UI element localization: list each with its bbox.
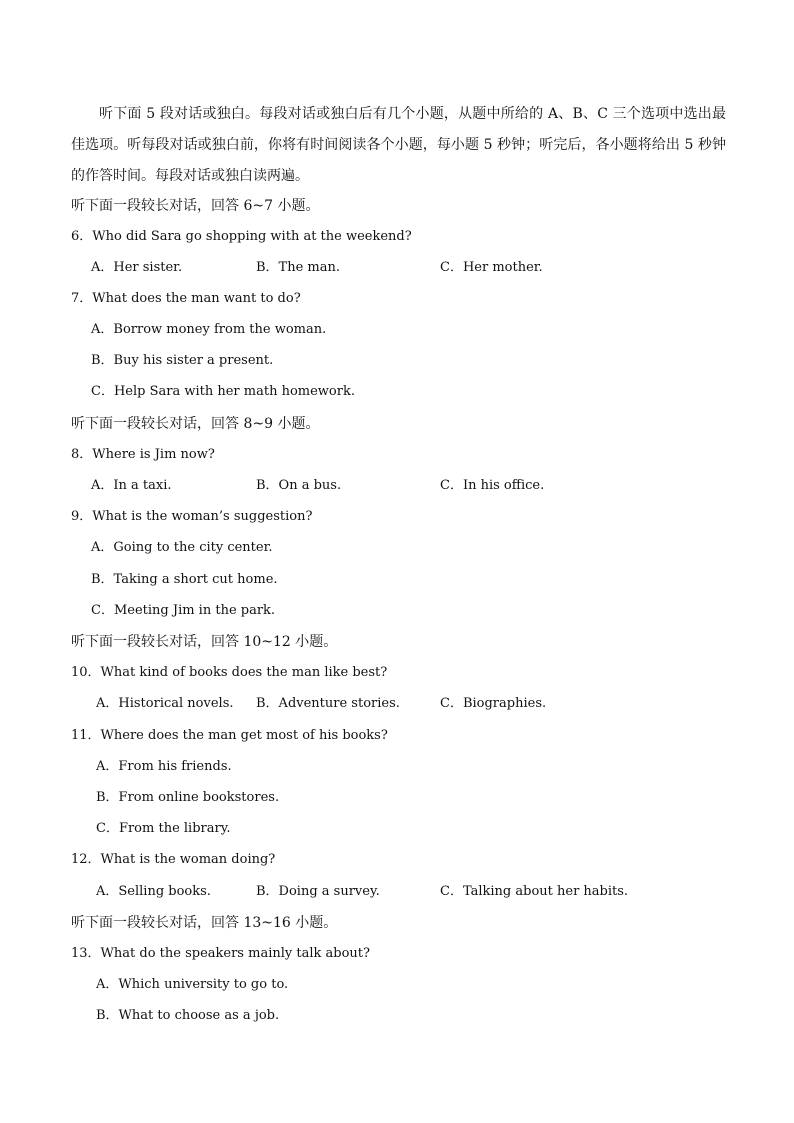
section-heading: 听下面一段较长对话，回答 13~16 小题。: [71, 915, 338, 931]
question-11-option-c[interactable]: C．From the library.: [96, 821, 231, 836]
question-6-stem: 6．Who did Sara go shopping with at the weekend?: [71, 229, 412, 244]
question-10-option-b[interactable]: B．Adventure stories.: [256, 696, 400, 711]
question-12-stem: 12．What is the woman doing?: [71, 852, 276, 867]
question-13-option-a[interactable]: A．Which university to go to.: [96, 977, 289, 992]
question-8-stem: 8．Where is Jim now?: [71, 447, 215, 462]
question-12-option-a[interactable]: A．Selling books.: [96, 884, 211, 899]
question-6-option-a[interactable]: A．Her sister.: [91, 260, 183, 275]
question-9-stem: 9．What is the woman’s suggestion?: [71, 509, 313, 524]
question-6-option-b[interactable]: B．The man.: [256, 260, 341, 275]
question-10-stem: 10．What kind of books does the man like best?: [71, 665, 388, 680]
question-13-stem: 13．What do the speakers mainly talk about?: [71, 946, 370, 961]
question-8-option-c[interactable]: C．In his office.: [440, 478, 545, 493]
question-10-option-a[interactable]: A．Historical novels.: [96, 696, 234, 711]
question-12-option-c[interactable]: C．Talking about her habits.: [440, 884, 629, 899]
question-6-option-c[interactable]: C．Her mother.: [440, 260, 543, 275]
instructions-paragraph: 听下面 5 段对话或独白。每段对话或独白后有几个小题，从题中所给的 A、B、C 三个选项中选出最佳选项。听每段对话或独白前，你将有时间阅读各个小题，每小题 5 秒钟；听完后，各小题将给出 5 秒钟的作答时间。每段对话或独白读两遍。: [71, 106, 726, 184]
section-heading: 听下面一段较长对话，回答 6~7 小题。: [71, 198, 320, 214]
section-heading: 听下面一段较长对话，回答 10~12 小题。: [71, 634, 338, 650]
question-13-option-b[interactable]: B．What to choose as a job.: [96, 1008, 280, 1023]
question-11-option-b[interactable]: B．From online bookstores.: [96, 790, 280, 805]
question-8-option-b[interactable]: B．On a bus.: [256, 478, 342, 493]
question-8-option-a[interactable]: A．In a taxi.: [91, 478, 172, 493]
section-heading: 听下面一段较长对话，回答 8~9 小题。: [71, 416, 320, 432]
question-11-option-a[interactable]: A．From his friends.: [96, 759, 232, 774]
question-7-option-a[interactable]: A．Borrow money from the woman.: [91, 322, 327, 337]
question-9-option-a[interactable]: A．Going to the city center.: [91, 540, 273, 555]
question-9-option-c[interactable]: C．Meeting Jim in the park.: [91, 603, 276, 618]
question-10-option-c[interactable]: C．Biographies.: [440, 696, 547, 711]
question-7-option-c[interactable]: C．Help Sara with her math homework.: [91, 384, 355, 399]
question-12-option-b[interactable]: B．Doing a survey.: [256, 884, 380, 899]
question-7-stem: 7．What does the man want to do?: [71, 291, 301, 306]
question-11-stem: 11．Where does the man get most of his books?: [71, 728, 388, 743]
question-7-option-b[interactable]: B．Buy his sister a present.: [91, 353, 274, 368]
question-9-option-b[interactable]: B．Taking a short cut home.: [91, 572, 278, 587]
